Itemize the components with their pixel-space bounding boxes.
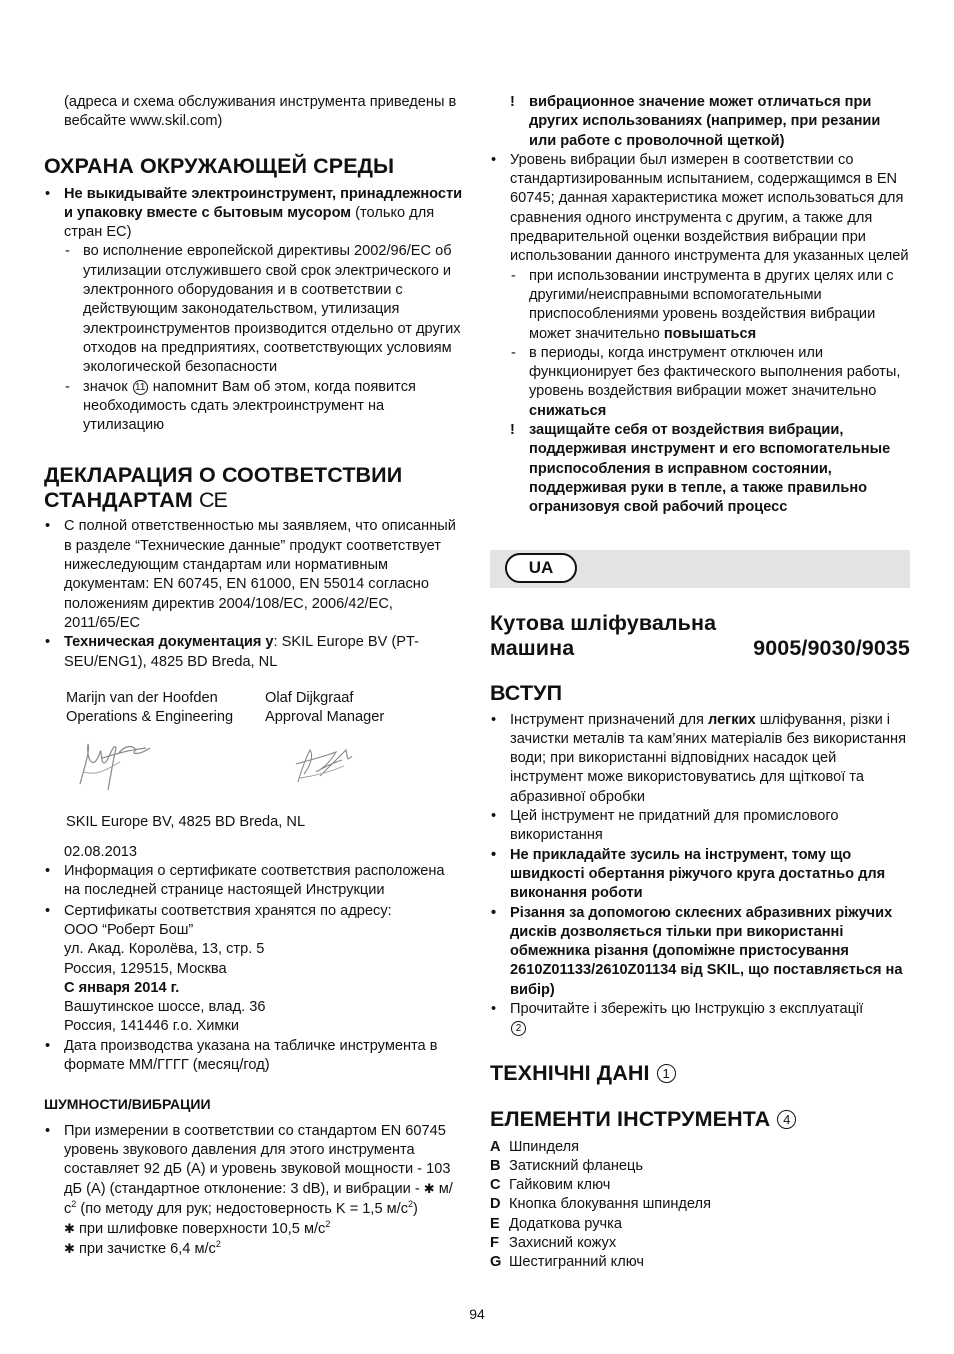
declaration-heading	[44, 463, 464, 513]
superscript: 2	[71, 1198, 77, 1209]
star-icon: ✱	[64, 1221, 75, 1237]
component-name: Захисний кожух	[509, 1235, 617, 1252]
noise-heading: ШУМНОСТИ/ВИБРАЦИИ	[44, 1096, 211, 1113]
page-number: 94	[469, 1306, 485, 1322]
bullet-mark: •	[491, 808, 497, 825]
component-letter: D	[490, 1196, 501, 1213]
signatory-1-name: Marijn van der Hoofden	[66, 689, 218, 706]
vibration-dash-2-bold: снижаться	[529, 402, 607, 419]
signatory-2-name: Olaf Dijkgraaf	[265, 689, 354, 706]
bullet-mark: •	[45, 1037, 51, 1054]
vibration-warning-1-text: вибрационное значение может отличаться при других использованиях (например, при резании или работе с проволочной щеткой)	[529, 94, 881, 149]
service-note: (адреса и схема обслуживания инструмента приведены в вебсайте www.skil.com)	[64, 94, 457, 130]
intro-bullet-2-text: Цей інструмент не придатний для промислового використання	[510, 808, 839, 844]
product-title-line1: Кутова шліфувальна	[490, 610, 717, 635]
intro-bullet-5	[490, 1000, 910, 1039]
env-dash-1-text: во исполнение европейской директивы 2002/96/ЕС об утилизации отслужившего свой срок электрического и электронного оборудования и в соответствии с действующим законодательством, утилизация электроинструментов производится отдельно от других отходов на предприятиях, соответствующих условиям экологической безопасности	[83, 243, 461, 376]
vibration-dash-2	[490, 344, 910, 421]
bullet-mark: •	[491, 1000, 497, 1017]
component-item	[490, 1234, 910, 1253]
intro-bullet-1	[490, 711, 910, 807]
noise-text-end: )	[413, 1200, 418, 1217]
right-column	[490, 93, 910, 1273]
star-icon: ✱	[64, 1241, 75, 1257]
address-line-2: ул. Акад. Королёва, 13, стр. 5	[64, 941, 265, 958]
vibration-dash-1-bold: повышаться	[663, 325, 757, 342]
intro-bullet-4	[490, 904, 910, 1000]
component-letter: B	[490, 1157, 501, 1174]
component-item	[490, 1195, 910, 1214]
intro-bullet-1-text-b: шліфування, різки і зачистки металів та кам’яних матеріалів без використання води; при використанні відповідних насадок цей інструмент може використовуватись для щіткової та абразивної обробки	[510, 711, 906, 805]
bullet-mark: •	[491, 711, 497, 728]
declaration-heading-line2: СТАНДАРТАМ	[44, 488, 193, 513]
left-column	[44, 93, 464, 1260]
signatory-2-role: Approval Manager	[265, 709, 385, 726]
signatory-1-role: Operations & Engineering	[66, 709, 234, 726]
figure-ref-4: 4	[777, 1110, 796, 1129]
exclamation-icon: !	[510, 422, 515, 439]
model-numbers: 9005/9030/9035	[753, 635, 910, 660]
vibration-dash-2-text: в периоды, когда инструмент отключен или функционирует без фактического выполнения работы, уровень воздействия вибрации может значительно	[529, 344, 901, 400]
tech-data-heading	[490, 1061, 910, 1086]
signatory-2	[265, 689, 464, 728]
intro-bullet-2	[490, 807, 910, 846]
component-item	[490, 1215, 910, 1234]
decl-bullet-3-text: Информация о сертификате соответствия расположена на последней странице настоящей Инструкции	[64, 863, 445, 899]
superscript: 2	[325, 1219, 331, 1230]
vibration-bullet-text: Уровень вибрации был измерен в соответствии со стандартизированным испытанием, содержащимся в EN 60745; данная характеристика может использоваться для сравнения одного инструмента с другим, а также для предварительной оценки воздействия вибрации при использовании данного инструмента для указанных целей	[510, 151, 909, 265]
signatory-1	[66, 689, 265, 728]
env-dash-2-text-b: напомнит Вам об этом, когда появится необходимость сдать электроинструмент на утилизацию	[83, 378, 416, 434]
decl-bullet-1-text: С полной ответственностью мы заявляем, что описанный в разделе “Технические данные” продукт соответствует нижеследующим стандартам или нормативным документам: EN 60745, EN 61000, EN 55014 согласно положениям директив 2004/108/EC, 2006/42/EC, 2011/65/EC	[64, 518, 456, 631]
bullet-mark: •	[45, 518, 51, 535]
vibration-dash-1-text: при использовании инструмента в других целях или с другими/неисправными вспомогательными приспособлениями уровень воздействия вибрации может значительно	[529, 267, 894, 342]
tech-data-heading-text: ТЕХНІЧНІ ДАНІ	[490, 1060, 650, 1085]
component-letter: A	[490, 1138, 501, 1155]
dash-mark: -	[511, 267, 516, 284]
noise-line-cleaning	[64, 1239, 464, 1259]
component-name: Шпинделя	[509, 1138, 580, 1155]
vibration-warning-2	[490, 421, 910, 517]
decl-bullet-5	[44, 1037, 464, 1076]
noise-text: При измерении в соответствии со стандартом EN 60745 уровень звукового давления для этого инструмента составляет 92 дБ (А) и уровень звуковой мощности - 103 дБ (А) (стандартное отклонение: 3 dB), и вибрации -	[64, 1122, 451, 1198]
intro-bullet-1-bold: легких	[707, 711, 756, 728]
component-name: Шестигранний ключ	[509, 1254, 644, 1271]
address-line-3: Россия, 129515, Москва	[64, 960, 227, 977]
address-line-4: С января 2014 г.	[64, 979, 180, 996]
elements-heading	[490, 1107, 910, 1132]
decl-bullet-3	[44, 862, 464, 901]
intro-bullet-3-text: Не прикладайте зусиль на інструмент, тому що швидкості обертання ріжучого круга достатньо для виконання роботи	[510, 846, 886, 902]
tech-doc-label: Техническая документация у	[64, 634, 274, 651]
declaration-heading-line1: ДЕКЛАРАЦИЯ О СООТВЕТСТВИИ	[44, 463, 403, 488]
dash-mark: -	[65, 378, 70, 395]
bullet-mark: •	[45, 634, 51, 651]
dash-mark: -	[65, 243, 70, 260]
env-dash-2-text-a: значок	[83, 378, 132, 395]
exclamation-icon: !	[510, 94, 515, 110]
component-letter: C	[490, 1177, 501, 1194]
env-dash-1	[44, 242, 464, 377]
company-line: SKIL Europe BV, 4825 BD Breda, NL	[66, 814, 306, 831]
declaration-date: 02.08.2013	[64, 843, 138, 860]
intro-bullet-5-text: Прочитайте і збережіть цю Інструкцію з експлуатації	[510, 1000, 864, 1017]
superscript: 2	[215, 1239, 221, 1250]
noise-line-surface	[64, 1219, 464, 1239]
tech-doc-address: : SKIL Europe BV (PT-SEU/ENG1), 4825 BD Breda, NL	[64, 634, 420, 670]
noise-surface-text: при шлифовке поверхности 10,5 м/с	[74, 1221, 326, 1238]
intro-bullet-4-text: Різання за допомогою склеєних абразивних ріжучих дисків дозволяється тільки при використанні обмежника різання (допоміжне пристосування 2610Z01133/2610Z01134 від SKIL, що поставляється на вибір)	[510, 904, 903, 998]
component-name: Гайковим ключ	[509, 1177, 611, 1194]
decl-bullet-2	[44, 633, 464, 672]
bullet-mark: •	[45, 863, 51, 880]
decl-bullet-4	[44, 902, 464, 1037]
vibration-bullet	[490, 151, 910, 267]
components-list	[490, 1138, 910, 1273]
vibration-warning-2-text: защищайте себя от воздействия вибрации, поддерживая инструмент и его вспомогательные приспособления в исправном состоянии, поддерживая руки в тепле, а также правильно огранизовуя свой рабочий процесс	[529, 422, 891, 516]
signature-1-image	[66, 732, 280, 796]
bullet-mark: •	[45, 185, 51, 202]
bullet-mark: •	[45, 902, 51, 919]
intro-bullet-3	[490, 846, 910, 904]
figure-ref-2: 2	[511, 1021, 526, 1036]
address-line-5: Вашутинское шоссе, влад. 36	[64, 999, 266, 1016]
vibration-dash-1	[490, 267, 910, 344]
decl-bullet-4-text: Сертификаты соответствия хранятся по адресу:	[64, 902, 392, 919]
noise-bullet	[44, 1122, 464, 1260]
figure-ref-11: 11	[133, 380, 148, 395]
decl-bullet-5-text: Дата производства указана на табличке инструмента в формате ММ/ГГГГ (месяц/год)	[64, 1037, 438, 1073]
env-bullet	[44, 185, 464, 243]
decl-bullet-1	[44, 517, 464, 633]
component-name: Додаткова ручка	[509, 1215, 622, 1232]
component-letter: F	[490, 1235, 499, 1252]
figure-ref-1: 1	[657, 1064, 676, 1083]
component-letter: E	[490, 1215, 500, 1232]
signatories	[44, 689, 464, 728]
component-item	[490, 1138, 910, 1157]
bullet-mark: •	[45, 1122, 51, 1139]
noise-unit: м/с	[64, 1181, 453, 1217]
dash-mark: -	[511, 344, 516, 361]
component-item	[490, 1176, 910, 1195]
address-line-6: Россия, 141446 г.о. Химки	[64, 1018, 239, 1035]
vibration-warning-1	[490, 93, 910, 151]
component-name: Затискний фланець	[509, 1157, 644, 1174]
bullet-mark: •	[491, 846, 497, 863]
product-title	[490, 611, 910, 661]
language-badge: UA	[505, 553, 577, 583]
star-icon: ✱	[423, 1181, 435, 1197]
intro-heading: ВСТУП	[490, 680, 563, 705]
component-item	[490, 1157, 910, 1176]
environment-heading: ОХРАНА ОКРУЖАЮЩЕЙ СРЕДЫ	[44, 153, 395, 178]
bullet-mark: •	[491, 151, 497, 168]
signature-2-image	[280, 732, 380, 796]
superscript: 2	[408, 1198, 414, 1209]
env-bullet-bold: Не выкидывайте электроинструмент, принадлежности и упаковку вместе с бытовым мусором	[64, 185, 463, 221]
signature-images	[44, 727, 464, 801]
component-item	[490, 1253, 910, 1272]
env-dash-2	[44, 378, 464, 436]
noise-cleaning-text: при зачистке 6,4 м/с	[74, 1241, 216, 1258]
bullet-mark: •	[491, 904, 497, 921]
component-letter: G	[490, 1254, 502, 1271]
component-name: Кнопка блокування шпинделя	[509, 1196, 711, 1213]
language-band	[490, 550, 910, 588]
product-title-line2-row	[490, 636, 910, 661]
product-title-line2: машина	[490, 635, 575, 660]
noise-text-tail: (по методу для рук; недостоверность K = 1,5 м/с	[76, 1200, 409, 1217]
ce-mark: CE	[198, 488, 227, 513]
intro-bullet-1-text-a: Інструмент призначений для	[510, 711, 708, 728]
elements-heading-text: ЕЛЕМЕНТИ ІНСТРУМЕНТА	[490, 1106, 771, 1131]
env-bullet-normal: (только для стран ЕС)	[64, 204, 435, 241]
address-line-1: ООО “Роберт Бош”	[64, 921, 194, 938]
